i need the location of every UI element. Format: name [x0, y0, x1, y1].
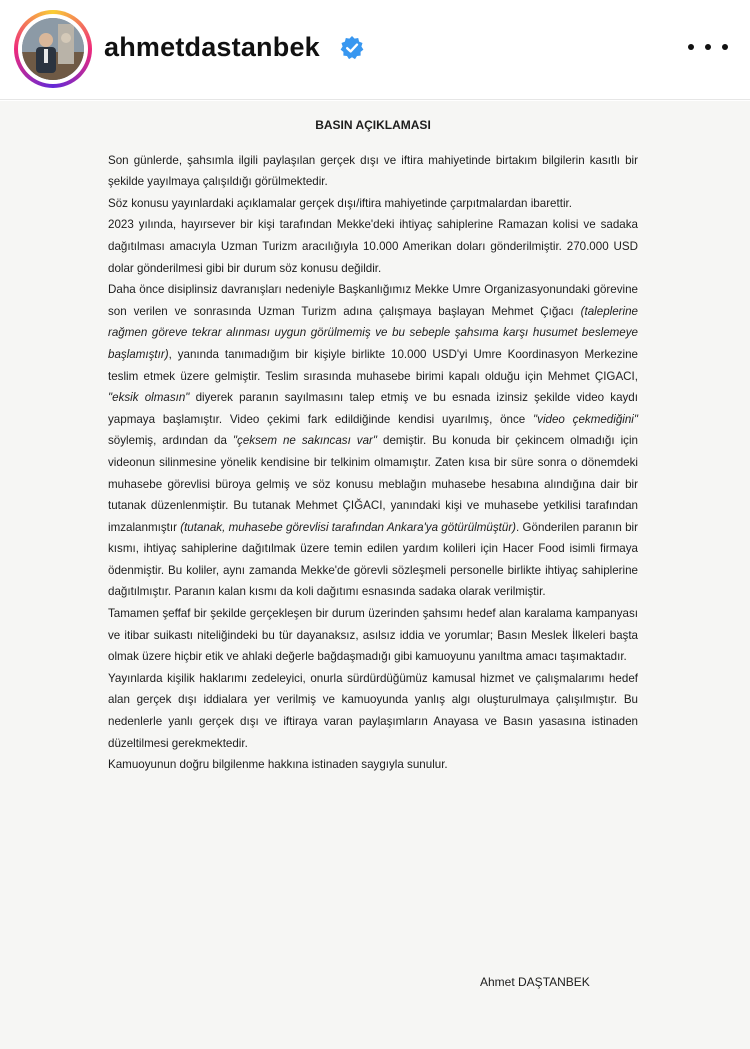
paragraph-4-part: Daha önce disiplinsiz davranışları nedeniyle Başkanlığımız Mekke Umre Organizasyonundaki görevine son verilen ve sonrasında Uzman Turizm adına çalışmaya başlayan Mehmet Çığacı — [108, 283, 638, 318]
paragraph-4-part: söylemiş, ardından da — [108, 434, 233, 448]
paragraph-4-part: diyerek paranın sayılmasını talep etmiş ve bu esnada izinsiz şekilde video kaydı yapmaya başlamıştır. Video çekimi fark edildiğinde kendisi uyarılmış, önce — [108, 391, 638, 426]
dot-icon — [722, 44, 728, 50]
avatar[interactable] — [22, 18, 84, 80]
paragraph-4-part: . Gönderilen paranın bir kısmı, ihtiyaç sahiplerine dağıtılmak üzere temin edilen yardım kolileri için Hacer Food isimli firmaya ödenmiştir. Bu koliler, aynı zamanda Mekke'de görevli sözleşmeli personelle birlikte ihtiyaç sahiplerine dağıtılmıştır. Paranın kalan kısmı da koli dağıtımı esnasında sadaka olarak verilmiştir. — [108, 520, 638, 599]
paragraph-4-italic: "video çekmediğini" — [533, 412, 638, 426]
verified-badge-icon — [339, 35, 365, 61]
more-options-icon[interactable] — [688, 32, 728, 62]
paragraph-4-italic: "çeksem ne sakıncası var" — [232, 434, 378, 448]
paragraph-4 — [108, 279, 638, 603]
paragraph-4-italic: (taleplerine rağmen göreve tekrar alınması uygun görülmemiş ve bu sebeple şahsıma karşı husumet beslemeye başlamıştır) — [108, 304, 638, 361]
username[interactable]: ahmetdastanbek — [104, 32, 320, 62]
story-ring[interactable] — [14, 10, 92, 88]
paragraph-4-part: , yanında tanımadığım bir kişiyle birlikte 10.000 USD'yi Umre Koordinasyon Merkezine teslim etmek üzere gelmiştir. Teslim sırasında muhasebe birimi kapalı olduğu için Mehmet ÇIGACI, — [108, 347, 638, 383]
paragraph-5: Tamamen şeffaf bir şekilde gerçekleşen bir durum üzerinden şahsımı hedef alan karalama kampanyası ve itibar suikastı niteliğindeki bu tür dayanaksız, asılsız iddia ve yorumlar; Basın Meslek İlkeleri başta olmak üzere hiçbir etik ve ahlaki değerle bağdaşmadığı gibi kamuoyunu yanıltma amacı taşımaktadır. — [108, 607, 638, 664]
paragraph-4-italic: "eksik olmasın" — [108, 391, 190, 405]
avatar-border — [18, 14, 88, 84]
dot-icon — [705, 44, 711, 50]
paragraph-4-part: demiştir. Bu konuda bir çekincem olmadığı için videonun silinmesine yönelik kendisine bir telkinim olmamıştır. Zaten kısa bir süre sonra o dönemdeki muhasebe görevlisi büroya gelmiş ve söz konusu meblağın muhasebe hesabına alındığına dair bir tutanak düzenlenmiştir. Bu tutanak Mehmet ÇIĞACI, yanındaki kişi ve muhasebe yetkilisi tarafından imzalanmıştır — [108, 434, 638, 534]
paragraph-3: 2023 yılında, hayırsever bir kişi tarafından Mekke'deki ihtiyaç sahiplerine Ramazan kolisi ve sadaka dağıtılması amacıyla Uzman Turizm aracılığıyla 10.000 Amerikan doları gönderilmiştir. 270.000 USD dolar gönderilmesi gibi bir durum söz konusu değildir. — [108, 218, 638, 275]
paragraph-1: Son günlerde, şahsımla ilgili paylaşılan gerçek dışı ve iftira mahiyetinde birtakım bilgilerin kasıtlı bir şekilde yayılmaya çalışıldığı görülmektedir. — [108, 153, 638, 189]
dot-icon — [688, 44, 694, 50]
signature-name: Ahmet DAŞTANBEK — [480, 975, 590, 989]
paragraph-2: Söz konusu yayınlardaki açıklamalar gerçek dışı/iftira mahiyetinde çarpıtmalardan ibarettir. — [108, 196, 572, 210]
paragraph-4-italic: (tutanak, muhasebe görevlisi tarafından Ankara'ya götürülmüştür) — [180, 520, 517, 534]
paragraph-7: Kamuoyunun doğru bilgilenme hakkına istinaden saygıyla sunulur. — [108, 758, 448, 772]
post-header — [0, 0, 750, 100]
paragraph-6: Yayınlarda kişilik haklarımı zedeleyici, onurla sürdürdüğümüz kamusal hizmet ve çalışmalarımı hedef alan gerçek dışı iddialara yer verilmiş ve kamuoyunda yanlış algı oluşturulmaya çalışılmıştır. Bu nedenlerle yanlı gerçek dışı ve iftiraya varan paylaşımların Anayasa ve Basın yasasına istinaden düzeltilmesi gerekmektedir. — [108, 671, 638, 750]
avatar-photo-icon — [22, 18, 84, 80]
press-release-document — [108, 115, 638, 776]
document-title: BASIN AÇIKLAMASI — [315, 118, 431, 132]
